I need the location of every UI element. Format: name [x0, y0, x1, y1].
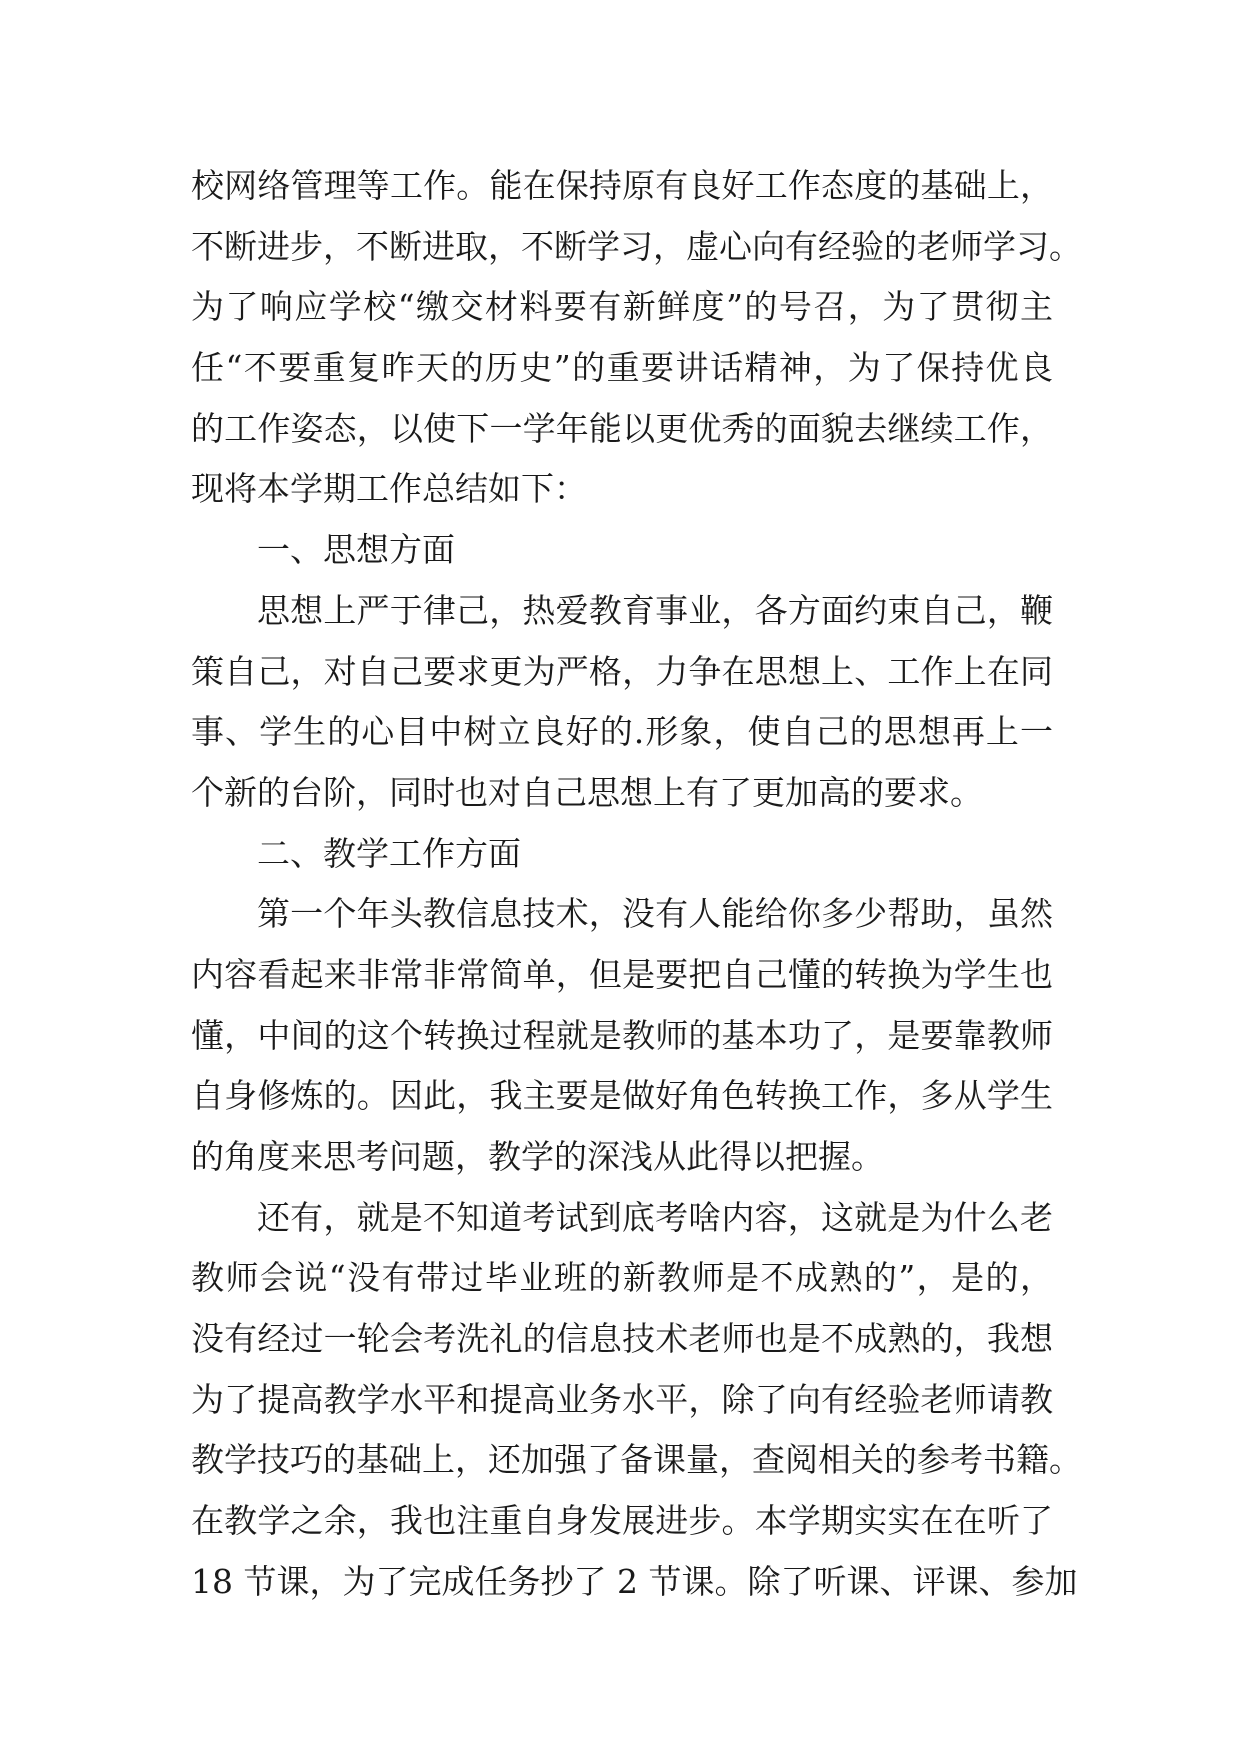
paragraph-first-line: 第一个年头教信息技术，没有人能给你多少帮助，虽然 [257, 894, 1053, 934]
text-line: 任“不要重复昨天的历史”的重要讲话精神，为了保持优良 [191, 348, 1053, 388]
text-line: 在教学之余，我也注重自身发展进步。本学期实实在在听了 [191, 1501, 1053, 1541]
text-line: 没有经过一轮会考洗礼的信息技术老师也是不成熟的，我想 [191, 1319, 1053, 1359]
text-line: 为了响应学校“缴交材料要有新鲜度”的号召，为了贯彻主 [191, 287, 1053, 327]
paragraph-first-line: 思想上严于律己，热爱教育事业，各方面约束自己，鞭 [257, 590, 1053, 630]
section-heading: 二、教学工作方面 [257, 833, 521, 873]
text-line: 18 节课，为了完成任务抄了 2 节课。除了听课、评课、参加 [191, 1561, 1078, 1601]
text-line: 教学技巧的基础上，还加强了备课量，查阅相关的参考书籍。 [191, 1440, 1082, 1480]
section-heading: 一、思想方面 [257, 530, 455, 570]
text-line: 内容看起来非常非常简单，但是要把自己懂的转换为学生也 [191, 954, 1053, 994]
text-line: 策自己，对自己要求更为严格，力争在思想上、工作上在同 [191, 651, 1053, 691]
text-line: 的角度来思考问题，教学的深浅从此得以把握。 [191, 1137, 884, 1176]
text-line: 自身修炼的。因此，我主要是做好角色转换工作，多从学生 [191, 1076, 1053, 1116]
text-line: 教师会说“没有带过毕业班的新教师是不成熟的”，是的， [191, 1258, 1053, 1298]
text-line: 个新的台阶，同时也对自己思想上有了更加高的要求。 [191, 772, 983, 812]
text-line: 现将本学期工作总结如下： [191, 469, 587, 509]
document-body [191, 156, 1082, 1613]
text-line: 校网络管理等工作。能在保持原有良好工作态度的基础上， [191, 166, 1053, 205]
paragraph-first-line: 还有，就是不知道考试到底考啥内容，这就是为什么老 [257, 1197, 1053, 1237]
text-line: 为了提高教学水平和提高业务水平，除了向有经验老师请教 [191, 1379, 1053, 1419]
text-line: 事、学生的心目中树立良好的.形象，使自己的思想再上一 [191, 712, 1053, 752]
text-line: 懂，中间的这个转换过程就是教师的基本功了，是要靠教师 [191, 1015, 1053, 1055]
text-line: 不断进步，不断进取，不断学习，虚心向有经验的老师学习。 [191, 226, 1082, 266]
text-line: 的工作姿态，以使下一学年能以更优秀的面貌去继续工作， [191, 408, 1053, 448]
